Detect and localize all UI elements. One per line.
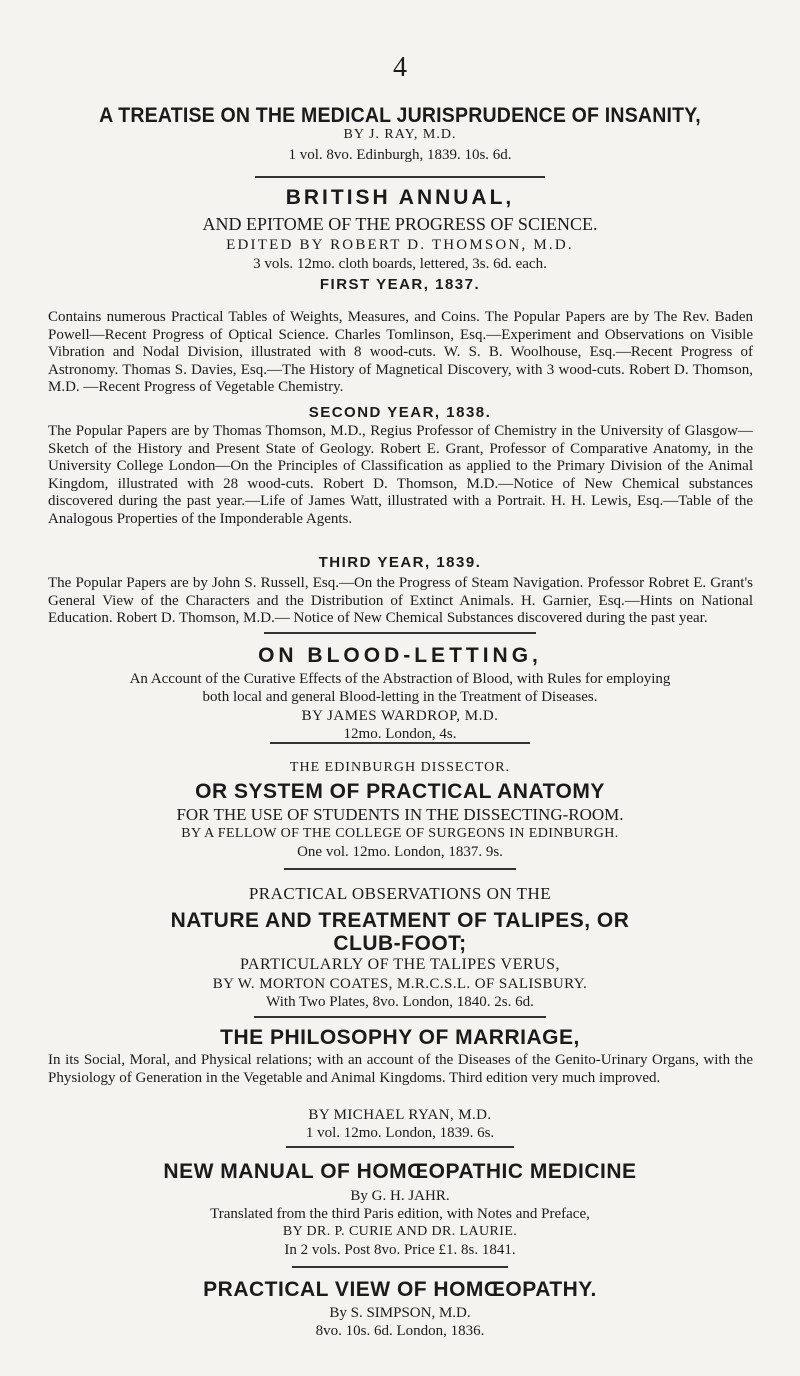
entry-philosophy-marriage-tail [0, 1106, 800, 1142]
entry-edinburgh-dissector [0, 760, 800, 861]
entry-editor: EDITED BY ROBERT D. THOMSON, M.D. [226, 237, 574, 253]
year-heading-wrap [0, 404, 800, 421]
entry-author: BY W. MORTON COATES, M.R.C.S.L. OF SALISBURY. [212, 976, 588, 992]
year-heading: FIRST YEAR, 1837. [319, 276, 481, 293]
page-number: 4 [393, 52, 407, 83]
entry-homoeopathic-manual [0, 1160, 800, 1259]
entry-imprint: With Two Plates, 8vo. London, 1840. 2s. 6d. [266, 994, 534, 1010]
divider [264, 632, 536, 634]
entry-title: OR SYSTEM OF PRACTICAL ANATOMY [195, 780, 605, 803]
divider [292, 1266, 508, 1268]
entry-subtitle: PARTICULARLY OF THE TALIPES VERUS, [239, 956, 560, 973]
entry-imprint: 1 vol. 12mo. London, 1839. 6s. [305, 1125, 495, 1141]
entry-british-annual [0, 186, 800, 293]
entry-talipes [0, 884, 800, 1011]
entry-translators: BY DR. P. CURIE AND DR. LAURIE. [282, 1224, 518, 1239]
entry-insanity [0, 104, 800, 164]
entry-author: BY J. RAY, M.D. [343, 127, 457, 142]
entry-author: BY MICHAEL RYAN, M.D. [308, 1107, 492, 1123]
divider [286, 1146, 514, 1148]
entry-title: A TREATISE ON THE MEDICAL JURISPRUDENCE OF INSANITY, [99, 104, 701, 127]
divider [254, 1016, 546, 1018]
divider [255, 176, 545, 178]
year-text: Contains numerous Practical Tables of Weights, Measures, and Coins. The Popular Papers are by The Rev. Baden Powell—Recent Progress of Optical Science. Charles Tomlinson, Esq.—Experiment and Observations on Visible Vibration and Nodal Division, illustrated with 8 wood-cuts. W. S. B. Woolhouse, Esq.—Recent Progress of Astronomy. Thomas S. Davies, Esq.—The History of Magnetical Discovery, with 3 wood-cuts. Robert D. Thomson, M.D. —Recent Progress of Vegetable Chemistry. [48, 309, 753, 395]
entry-title: NATURE AND TREATMENT OF TALIPES, OR [170, 909, 630, 932]
year-heading-wrap [0, 554, 800, 571]
entry-title: BRITISH ANNUAL, [285, 186, 515, 209]
entry-imprint: 3 vols. 12mo. cloth boards, lettered, 3s. 6d. each. [253, 256, 547, 272]
entry-desc: An Account of the Curative Effects of the Abstraction of Blood, with Rules for employing [129, 671, 671, 687]
entry-pretitle: PRACTICAL OBSERVATIONS ON THE [248, 884, 552, 903]
divider [270, 742, 530, 744]
entry-homoeopathy-view [0, 1278, 800, 1340]
year-heading: THIRD YEAR, 1839. [318, 554, 482, 571]
year-text: The Popular Papers are by John S. Russell, Esq.—On the Progress of Steam Navigation. Professor Robret E. Grant's General View of the Characters and the Distribution of Extinct Animals. H. Garnier, Esq.—Hints on National Education. Robert D. Thomson, M.D.— Notice of New Chemical Substances discovered during the past year. [48, 575, 753, 626]
entry-author: By S. SIMPSON, M.D. [329, 1305, 471, 1321]
entry-title: ON BLOOD-LETTING, [258, 644, 542, 667]
entry-author: BY JAMES WARDROP, M.D. [301, 708, 499, 724]
year-heading: SECOND YEAR, 1838. [308, 404, 492, 421]
entry-subtitle: FOR THE USE OF STUDENTS IN THE DISSECTING-ROOM. [176, 805, 624, 824]
entry-desc: both local and general Blood-letting in the Treatment of Diseases. [202, 689, 598, 705]
entry-philosophy-marriage [0, 1026, 800, 1050]
entry-title: CLUB-FOOT; [333, 932, 467, 955]
entry-author: BY A FELLOW OF THE COLLEGE OF SURGEONS IN EDINBURGH. [181, 826, 619, 841]
year-text: The Popular Papers are by Thomas Thomson, M.D., Regius Professor of Chemistry in the University of Glasgow—Sketch of the History and Present State of Geology. Robert E. Grant, Professor of Comparative Anatomy, in the University College London—On the Principles of Classification as applied to the Primary Division of the Animal Kingdom, illustrated with 28 wood-cuts. Robert D. Thomson, M.D.—Notice of New Chemical substances discovered during the past year.—Life of James Watt, illustrated with a Portrait. H. H. Lewis, Esq.—Table of the Analogous Properties of the Imponderable Agents. [48, 423, 753, 527]
entry-imprint: 12mo. London, 4s. [343, 726, 457, 742]
entry-title: NEW MANUAL OF HOMŒOPATHIC MEDICINE [163, 1160, 637, 1183]
entry-desc: Translated from the third Paris edition, with Notes and Preface, [210, 1206, 590, 1222]
entry-imprint: In 2 vols. Post 8vo. Price £1. 8s. 1841. [284, 1242, 516, 1258]
entry-pretitle: THE EDINBURGH DISSECTOR. [289, 760, 511, 775]
divider [284, 868, 516, 870]
entry-imprint: 1 vol. 8vo. Edinburgh, 1839. 10s. 6d. [288, 147, 512, 163]
entry-imprint: 8vo. 10s. 6d. London, 1836. [315, 1323, 485, 1339]
entry-blood-letting [0, 644, 800, 743]
entry-text: In its Social, Moral, and Physical relations; with an account of the Diseases of the Genito-Urinary Organs, with the Physiology of Generation in the Vegetable and Animal Kingdoms. Third edition very much improved. [48, 1052, 753, 1086]
entry-imprint: One vol. 12mo. London, 1837. 9s. [297, 844, 503, 860]
entry-title: THE PHILOSOPHY OF MARRIAGE, [220, 1026, 580, 1049]
entry-author: By G. H. JAHR. [350, 1188, 450, 1204]
entry-title: PRACTICAL VIEW OF HOMŒOPATHY. [203, 1278, 597, 1301]
entry-subtitle: AND EPITOME OF THE PROGRESS OF SCIENCE. [202, 214, 598, 234]
